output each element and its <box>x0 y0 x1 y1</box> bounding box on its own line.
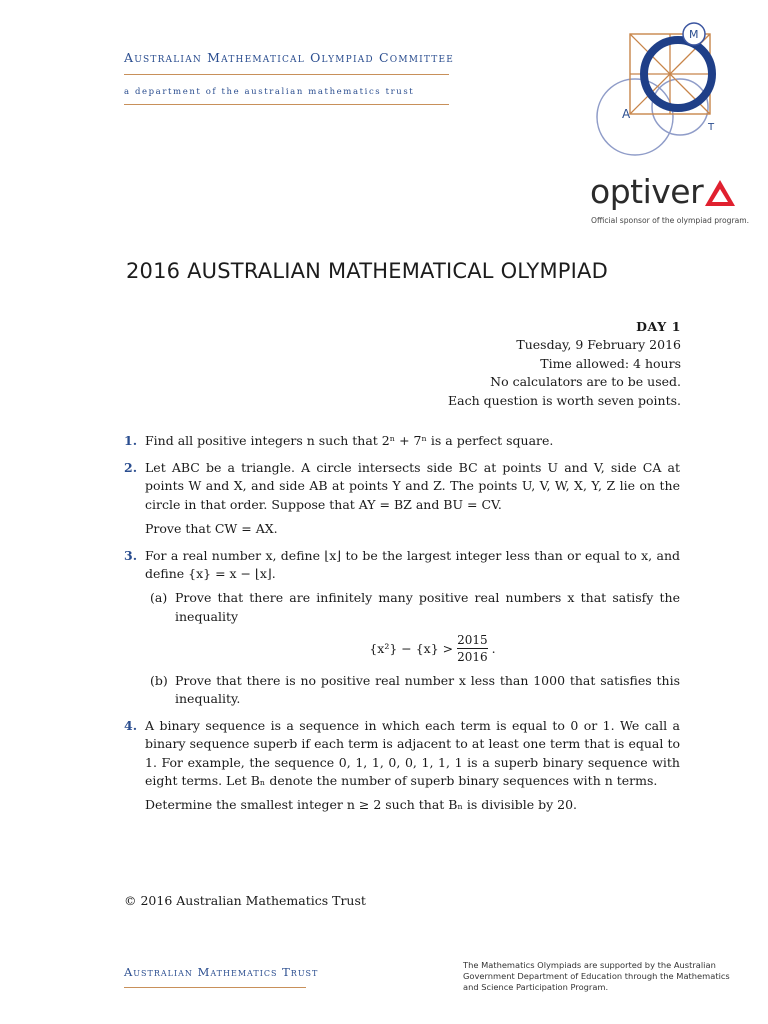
fraction-bar <box>457 648 488 649</box>
sponsor-caption: Official sponsor of the olympiad program. <box>591 216 750 225</box>
optiver-wordmark: optiver <box>590 172 704 211</box>
exam-meta <box>448 318 681 410</box>
problem-prove: Prove that CW = AX. <box>145 520 278 536</box>
department-line: a department of the australian mathematics trust <box>124 87 415 97</box>
problem-text: For a real number x, define ⌊x⌋ to be the largest integer less than or equal to x, and define {x} = x − ⌊x⌋. <box>145 548 680 582</box>
part-label: (b) <box>150 672 168 688</box>
footer-support-text: The Mathematics Olympiads are supported by the Australian Government Department of Education through the Mathematics and Science Participation Program. <box>463 960 730 992</box>
amt-logo <box>590 22 740 162</box>
time-allowed: Time allowed: 4 hours <box>540 355 681 371</box>
logo-letter-a: A <box>622 107 631 121</box>
problem-2 <box>124 459 680 538</box>
logo-letter-t: T <box>708 122 715 133</box>
logo-letter-m: M <box>689 28 699 41</box>
inequality-display <box>145 632 680 666</box>
problem-4 <box>124 717 680 814</box>
problem-number: 3. <box>124 548 138 564</box>
problem-determine: Determine the smallest integer n ≥ 2 such that Bₙ is divisible by 20. <box>145 797 577 813</box>
part-text: Prove that there is no positive real number x less than 1000 that satisfies this inequality. <box>175 672 680 707</box>
problem-3b <box>145 672 680 708</box>
problem-text: Let ABC be a triangle. A circle intersects side BC at points U and V, side CA at points W and X, and side AB at points Y and Z. The points U, V, W, X, Y, Z lie on the circle in that order. Suppose that AY = BZ and BU = CV. <box>145 460 680 512</box>
problem-3 <box>124 547 680 708</box>
problem-number: 1. <box>124 433 138 448</box>
calculator-rule: No calculators are to be used. <box>490 374 681 390</box>
inequality-fraction <box>457 633 488 664</box>
optiver-logo <box>590 172 736 212</box>
problem-number: 4. <box>124 718 138 734</box>
problem-text: Find all positive integers n such that 2ⁿ + 7ⁿ is a perfect square. <box>145 433 554 448</box>
committee-name: Australian Mathematical Olympiad Committee <box>124 50 455 65</box>
points-rule: Each question is worth seven points. <box>448 392 681 408</box>
header-rule-bottom <box>124 104 449 105</box>
optiver-triangle-icon <box>704 179 736 207</box>
fraction-denominator: 2016 <box>457 650 488 665</box>
problem-text: A binary sequence is a sequence in which each term is equal to 0 or 1. We call a binary sequence superb if each term is adjacent to at least one term that is equal to 1. For example, the sequence 0, 1, 1, 0, 0, 1, 1, 1 is a superb binary sequence with eight terms. Let Bₙ denote the number of superb binary sequences with n terms. <box>145 718 680 788</box>
exam-date: Tuesday, 9 February 2016 <box>516 337 681 353</box>
footer-trust-name: Australian Mathematics Trust <box>124 965 319 979</box>
day-label: DAY 1 <box>636 319 681 334</box>
problem-list <box>124 432 680 823</box>
header-rule-top <box>124 74 449 75</box>
page-title: 2016 AUSTRALIAN MATHEMATICAL OLYMPIAD <box>126 259 608 283</box>
problem-1 <box>124 432 680 450</box>
part-label: (a) <box>150 590 168 606</box>
fraction-numerator: 2015 <box>457 633 488 648</box>
problem-number: 2. <box>124 460 138 476</box>
inequality-lhs: {x²} − {x} > <box>369 640 454 656</box>
problem-3a <box>145 589 680 625</box>
footer-rule <box>124 987 306 988</box>
copyright-notice: © 2016 Australian Mathematics Trust <box>124 893 366 908</box>
part-text: Prove that there are infinitely many positive real numbers x that satisfy the inequality <box>175 590 680 624</box>
inequality-end: . <box>491 640 496 656</box>
